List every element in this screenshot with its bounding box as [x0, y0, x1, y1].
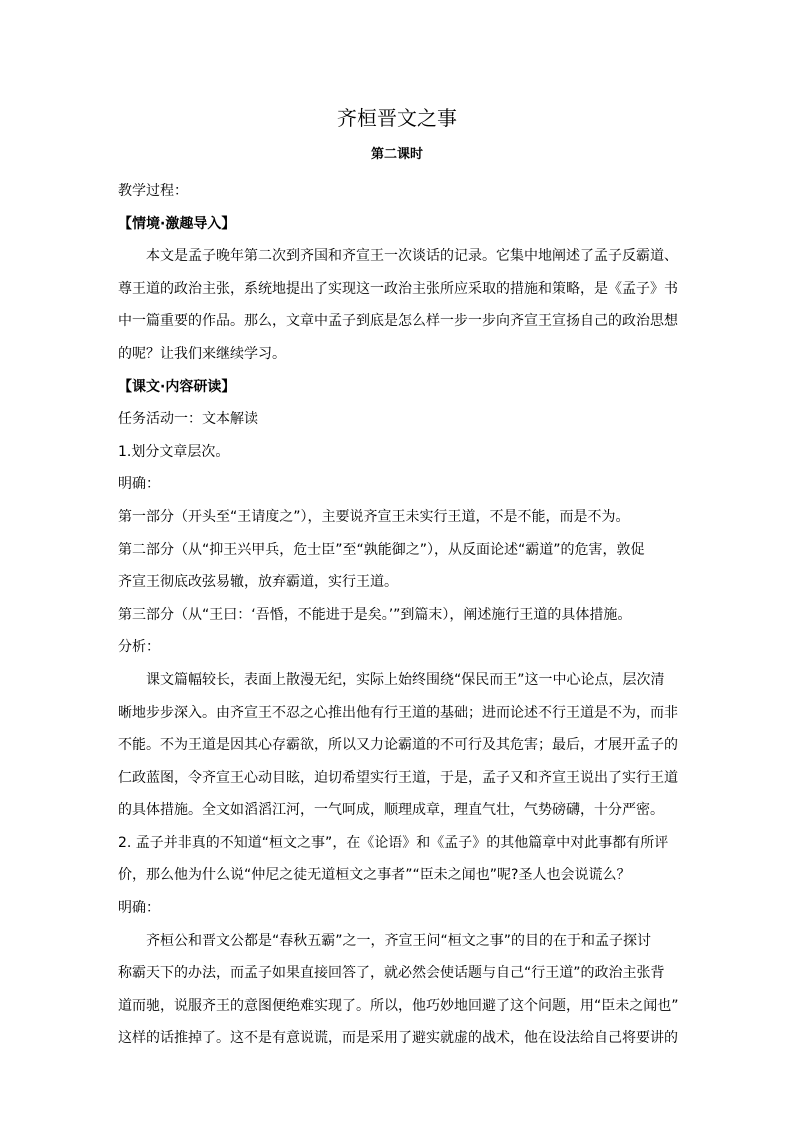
section-heading: 【课文·内容研读】: [118, 378, 236, 395]
paragraph-line: 齐桓公和晋文公都是“春秋五霸”之一，齐宣王问“桓文之事”的目的在于和孟子探讨: [146, 932, 652, 949]
section-label: 教学过程：: [118, 183, 188, 199]
paragraph-line: 这样的话推掉了。这不是有意说谎，而是采用了避实就虚的战术，他在设法给自己将要讲的: [118, 1030, 678, 1047]
paragraph-line: 仁政蓝图，令齐宣王心动目眩，迫切希望实行王道，于是，孟子又和齐宣王说出了实行王道: [118, 769, 678, 786]
paragraph-line: 道而驰，说服齐王的意图便绝难实现了。所以，他巧妙地回避了这个问题，用“臣未之闻也”: [118, 997, 679, 1014]
paragraph-line: 的呢？让我们来继续学习。: [118, 345, 286, 362]
paragraph-line: 齐宣王彻底改弦易辙，放弃霸道，实行王道。: [118, 574, 398, 591]
paragraph-line: 第一部分（开头至“王请度之”），主要说齐宣王未实行王道，不是不能，而是不为。: [118, 508, 630, 525]
paragraph-line: 本文是孟子晚年第二次到齐国和齐宣王一次谈话的记录。它集中地阐述了孟子反霸道、: [146, 248, 678, 265]
paragraph-line: 课文篇幅较长，表面上散漫无纪，实际上始终围绕“保民而王”这一中心论点，层次清: [146, 671, 665, 688]
document-body: [118, 175, 680, 1055]
paragraph-line: 中一篇重要的作品。那么，文章中孟子到底是怎么样一步一步向齐宣王宣扬自己的政治思想: [118, 313, 678, 330]
paragraph-line: 晰地步步深入。由齐宣王不忍之心推出他有行王道的基础；进而论述不行王道是不为，而非: [118, 704, 678, 721]
question-line: 价，那么他为什么说“仲尼之徒无道桓文之事者”“臣未之闻也”呢?圣人也会说谎么？: [118, 867, 631, 884]
section-heading: 【情境·激趣导入】: [118, 215, 236, 232]
document-subtitle: 第二课时: [370, 147, 423, 162]
task-label: 任务活动一：文本解读: [118, 411, 258, 428]
paragraph-line: 不能。不为王道是因其心存霸欲，所以又力论霸道的不可行及其危害；最后，才展开孟子的: [118, 737, 678, 754]
paragraph-line: 第二部分（从“抑王兴甲兵，危士臣”至“孰能御之”），从反面论述“霸道”的危害，敦促: [118, 541, 645, 558]
paragraph-line: 称霸天下的办法，而孟子如果直接回答了，就必然会使话题与自己“行王道”的政治主张背: [118, 965, 665, 982]
paragraph-line: 的具体措施。全文如滔滔江河，一气呵成，顺理成章，理直气壮，气势磅礴，十分严密。: [118, 802, 664, 819]
question-line: 1.划分文章层次。: [118, 443, 230, 460]
answer-label: 明确：: [118, 900, 160, 917]
analysis-label: 分析：: [118, 639, 160, 656]
answer-label: 明确：: [118, 476, 160, 493]
question-line: 2. 孟子并非真的不知道“桓文之事”，在《论语》和《孟子》的其他篇章中对此事都有所评: [118, 834, 669, 851]
paragraph-line: 尊王道的政治主张，系统地提出了实现这一政治主张所应采取的措施和策略，是《孟子》书: [118, 280, 678, 297]
document-title: 齐桓晋文之事: [337, 106, 457, 130]
paragraph-line: 第三部分（从“王曰：‘吾惛，不能进于是矣。’”到篇末），阐述施行王道的具体措施。: [118, 606, 632, 623]
